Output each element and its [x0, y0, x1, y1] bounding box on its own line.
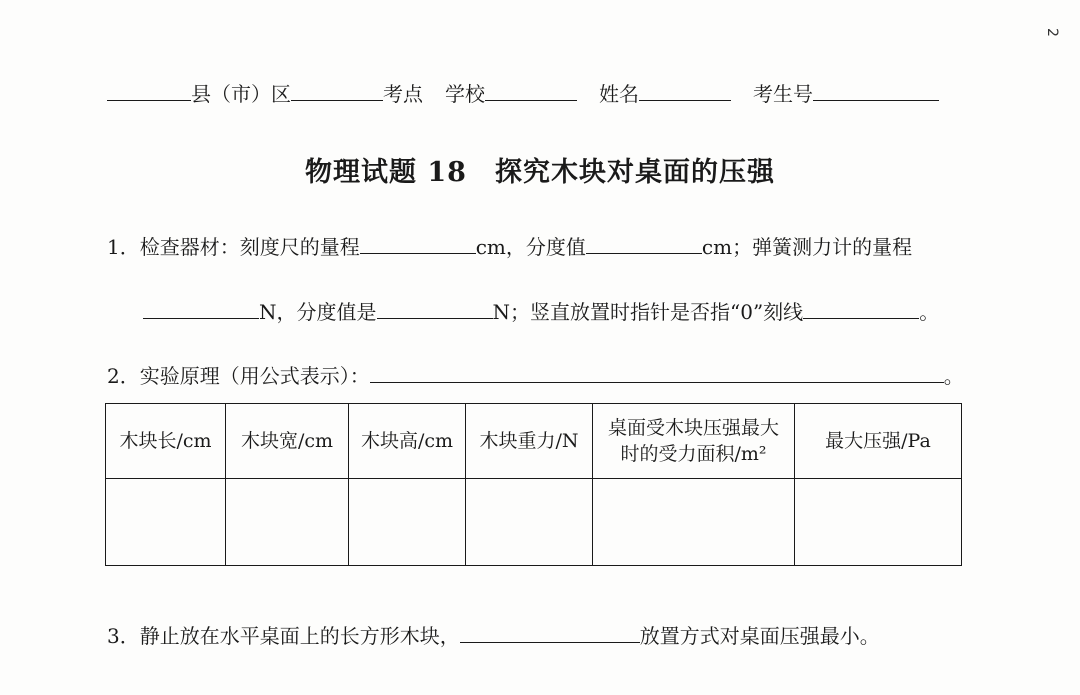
- name-blank[interactable]: [639, 80, 731, 101]
- zero-check-blank[interactable]: [803, 298, 919, 319]
- district-blank[interactable]: [291, 80, 383, 101]
- school-label: 学校: [445, 82, 485, 106]
- cell-weight[interactable]: [466, 479, 593, 566]
- principle-blank[interactable]: [370, 362, 944, 383]
- school-blank[interactable]: [485, 80, 577, 101]
- ruler-division-blank[interactable]: [586, 233, 702, 254]
- county-label: 县（市）区: [191, 82, 291, 106]
- q1-line2: [143, 298, 939, 324]
- header-width: 木块宽/cm: [226, 404, 349, 479]
- q1-line1: [107, 233, 912, 259]
- q2-end: 。: [943, 364, 964, 388]
- header-area-line2: 时的受力面积/m²: [620, 443, 767, 465]
- q1-unit-n-1: N，分度值是: [259, 300, 377, 324]
- q1-unit-cm-2: cm；弹簧测力计的量程: [701, 235, 913, 259]
- page-number: 2: [1044, 28, 1060, 37]
- q3-suffix: 放置方式对桌面压强最小。: [639, 624, 880, 648]
- q3-line: [107, 622, 880, 648]
- header-area-line1: 桌面受木块压强最大: [607, 417, 779, 439]
- header-height: 木块高/cm: [349, 404, 466, 479]
- table-row: [106, 479, 962, 566]
- ruler-range-blank[interactable]: [360, 233, 476, 254]
- placement-blank[interactable]: [460, 622, 640, 643]
- exam-no-label: 考生号: [753, 82, 813, 106]
- spring-division-blank[interactable]: [377, 298, 493, 319]
- county-blank[interactable]: [107, 80, 191, 101]
- cell-length[interactable]: [106, 479, 226, 566]
- header-weight: 木块重力/N: [466, 404, 593, 479]
- cell-max-pressure[interactable]: [795, 479, 962, 566]
- exam-site-label: 考点: [383, 82, 423, 106]
- table-header-row: [106, 404, 962, 479]
- cell-width[interactable]: [226, 479, 349, 566]
- name-label: 姓名: [599, 82, 639, 106]
- spring-range-blank[interactable]: [143, 298, 259, 319]
- q1-end: 。: [919, 300, 940, 324]
- cell-area[interactable]: [593, 479, 795, 566]
- q1-unit-n-2: N；竖直放置时指针是否指“0”刻线: [492, 300, 804, 324]
- header-length: 木块长/cm: [106, 404, 226, 479]
- data-table: [105, 403, 962, 566]
- q3-prefix: 3．静止放在水平桌面上的长方形木块，: [107, 624, 460, 648]
- header-max-pressure: 最大压强/Pa: [795, 404, 962, 479]
- q1-prefix: 1．检查器材：刻度尺的量程: [107, 235, 360, 259]
- cell-height[interactable]: [349, 479, 466, 566]
- q1-unit-cm-1: cm，分度值: [475, 235, 586, 259]
- page-title: 物理试题 18 探究木块对桌面的压强: [305, 157, 775, 188]
- q2-line: [107, 362, 964, 388]
- header-area: [593, 404, 795, 479]
- q2-prefix: 2．实验原理（用公式表示）：: [107, 364, 370, 388]
- exam-no-blank[interactable]: [813, 80, 939, 101]
- header-line: [107, 80, 939, 106]
